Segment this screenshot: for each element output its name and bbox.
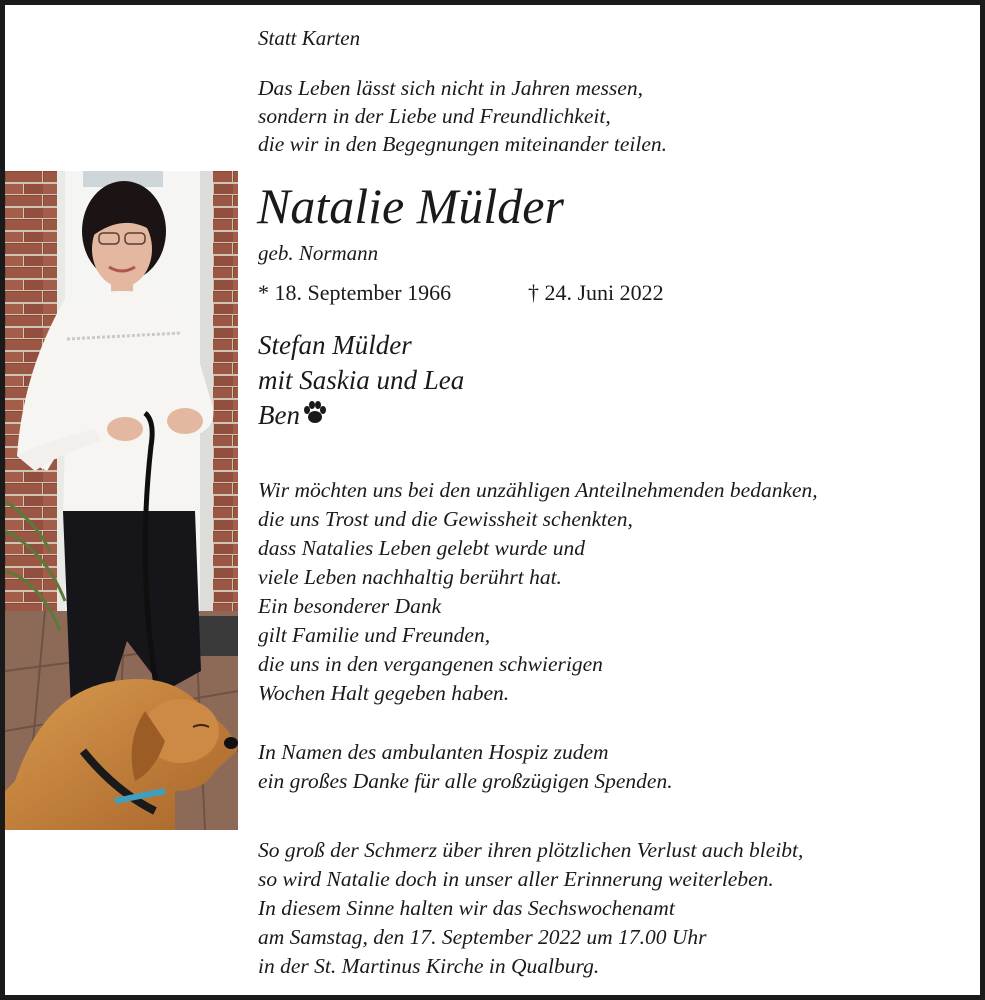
portrait-illustration <box>5 171 238 830</box>
birth-date: * 18. September 1966 <box>258 280 452 305</box>
text-line: so wird Natalie doch in unser aller Erinnerung weiterleben. <box>258 867 774 891</box>
quote-line: die wir in den Begegnungen miteinander teilen. <box>258 132 668 156</box>
life-dates <box>258 279 664 307</box>
mourner-line-pet <box>258 398 464 436</box>
death-date: † 24. Juni 2022 <box>528 280 664 305</box>
text-line: Wir möchten uns bei den unzähligen Anteilnehmenden bedanken, <box>258 478 818 502</box>
mourners <box>258 328 464 436</box>
text-line: So groß der Schmerz über ihren plötzlichen Verlust auch bleibt, <box>258 838 804 862</box>
intro-text: Statt Karten <box>258 26 361 50</box>
opening-quote <box>258 74 667 158</box>
quote-line: sondern in der Liebe und Freundlichkeit, <box>258 104 611 128</box>
text-line: dass Natalies Leben gelebt wurde und <box>258 536 586 560</box>
text-line: die uns Trost und die Gewissheit schenkten, <box>258 507 633 531</box>
birth-name: geb. Normann <box>258 241 379 265</box>
deceased-name: Natalie Mülder <box>257 178 564 234</box>
text-line: ein großes Danke für alle großzügigen Spenden. <box>258 769 673 793</box>
mourner-line: Stefan Mülder <box>258 330 412 360</box>
text-line: Ein besonderer Dank <box>258 594 442 618</box>
text-line: In Namen des ambulanten Hospiz zudem <box>258 740 609 764</box>
mass-paragraph <box>258 836 803 981</box>
text-line: gilt Familie und Freunden, <box>258 623 491 647</box>
mourner-line: mit Saskia und Lea <box>258 365 465 395</box>
text-line: die uns in den vergangenen schwierigen <box>258 652 603 676</box>
quote-line: Das Leben lässt sich nicht in Jahren messen, <box>258 76 643 100</box>
paw-print-icon <box>301 399 329 436</box>
text-line: in der St. Martinus Kirche in Qualburg. <box>258 954 600 978</box>
pet-name: Ben <box>258 400 300 430</box>
text-line: am Samstag, den 17. September 2022 um 17.00 Uhr <box>258 925 707 949</box>
portrait-photo <box>5 171 238 830</box>
thanks-paragraph <box>258 476 818 708</box>
hospice-paragraph <box>258 738 673 796</box>
text-line: viele Leben nachhaltig berührt hat. <box>258 565 562 589</box>
text-line: In diesem Sinne halten wir das Sechswochenamt <box>258 896 675 920</box>
text-line: Wochen Halt gegeben haben. <box>258 681 510 705</box>
